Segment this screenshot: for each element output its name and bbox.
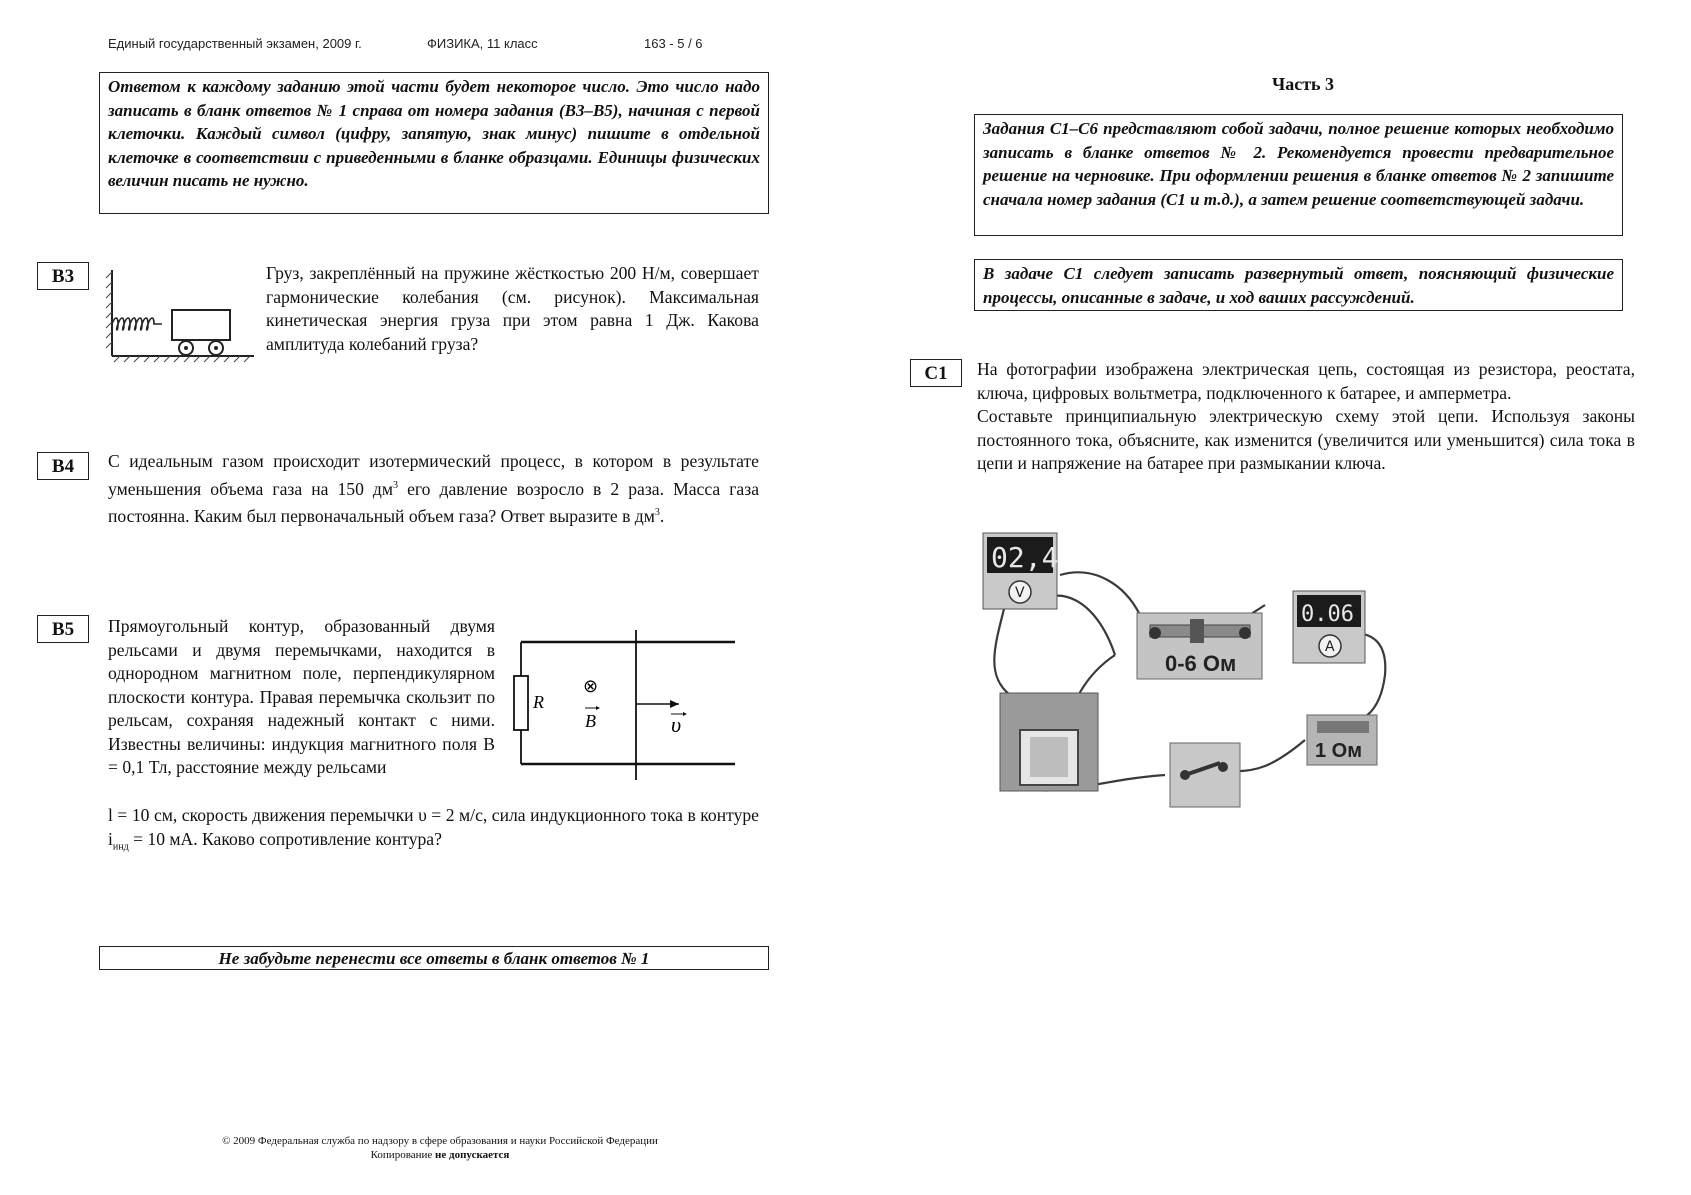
velocity-label: υ — [671, 712, 682, 737]
task-b4-text-a: С идеальным газом происходит изотермический процесс, в котором в результате уменьшения объема газа на 150 дм — [108, 451, 759, 499]
task-b4-text-b: его давление возросло в 2 раза. Масса газа постоянна. Каким был первоначальный объем газа? Ответ выразите в дм — [108, 478, 760, 526]
task-c1-text-1: На фотографии изображена электрическая цепь, состоящая из резистора, реостата, ключа, цифровых вольтметра, подключенного к батарее, и амперметра. — [977, 359, 1635, 403]
task-b5-text-top: Прямоугольный контур, образованный двумя рельсами и двумя перемычками, находится в однородном магнитном поле, перпендикулярном плоскости контура. Правая перемычка скользит по рельсам, сохраняя надежный контакт с ними. Известны величины: индукция магнитного поля B = 0,1 Тл, расстояние между рельсами — [108, 616, 495, 777]
resistor — [1307, 715, 1377, 765]
circuit-photo — [975, 525, 1415, 815]
ammeter-display: 0.06 — [1301, 602, 1354, 627]
switch — [1170, 743, 1240, 807]
footer-copy-label: Копирование — [370, 1149, 436, 1161]
spring-mass-figure — [104, 268, 258, 364]
task-label-b3: В3 — [37, 262, 89, 290]
task-c1-text-2: Составьте принципиальную электрическую схему этой цепи. Используя законы постоянного тока, объясните, как изменится (увеличится или уменьшится) сила тока в цепи и напряжение на батарее при размыкании ключа. — [977, 406, 1635, 473]
footer-copy-forbidden: не допускается — [435, 1149, 510, 1161]
task-b4-text-c: . — [659, 505, 665, 526]
rheostat — [1137, 613, 1262, 679]
rail-circuit-figure — [505, 628, 740, 782]
part-title: Часть 3 — [1272, 74, 1335, 94]
task-label-b4: В4 — [37, 452, 89, 480]
task-label-c1: С1 — [910, 359, 962, 387]
unit-superscript: 3 — [654, 506, 660, 518]
task-label-b5: В5 — [37, 615, 89, 643]
resistor-label: R — [533, 692, 544, 712]
wire — [1060, 572, 1140, 615]
unit-superscript: 3 — [393, 479, 399, 491]
instructions-box-c: Задания С1–С6 представляют собой задачи, полное решение которых необходимо записать в бланке ответов № 2. Рекомендуется провести предварительное решение на черновике. При оформлении решения в бланке ответов № 2 запишите сначала номер задания (С1 и т.д.), а затем решение соответствующей задачи. — [974, 114, 1623, 236]
resistor-photo-label: 1 Ом — [1315, 740, 1363, 762]
reminder-box: Не забудьте перенести все ответы в бланк ответов № 1 — [99, 946, 769, 970]
voltmeter — [983, 533, 1058, 609]
task-b4-text — [108, 450, 759, 528]
header-subject: ФИЗИКА, 11 класс — [427, 36, 538, 51]
task-b5-text-bottom-b: = 10 мА. Каково сопротивление контура? — [128, 828, 442, 849]
instructions-box-b: Ответом к каждому заданию этой части будет некоторое число. Это число надо записать в бланк ответов № 1 справа от номера задания (В3–В5), начиная с первой клеточки. Каждый символ (цифру, запятую, знак минус) пишите в отдельной клеточке в соответствии с приведенными в бланке образцами. Единицы физических величин писать не нужно. — [99, 72, 769, 214]
field-into-page-symbol: ⊗ — [583, 676, 599, 697]
task-c1-text — [977, 358, 1635, 476]
header-exam: Единый государственный экзамен, 2009 г. — [108, 36, 362, 51]
ammeter — [1293, 591, 1365, 663]
header-page-code: 163 - 5 / 6 — [644, 36, 703, 51]
current-subscript: инд — [112, 841, 129, 853]
ammeter-symbol: A — [1325, 639, 1335, 655]
c1-note-box: В задаче С1 следует записать развернутый ответ, поясняющий физические процессы, описанные в задаче, и ход ваших рассуждений. — [974, 259, 1623, 311]
task-b5-text-bottom — [108, 804, 759, 859]
field-b-label: B — [585, 711, 596, 731]
wire — [994, 605, 1010, 695]
footer-copy-notice — [140, 1148, 740, 1162]
footer — [140, 1134, 740, 1162]
voltmeter-symbol: V — [1015, 585, 1025, 601]
task-b3-text: Груз, закреплённый на пружине жёсткостью 200 Н/м, совершает гармонические колебания (см. рисунок). Максимальная кинетическая энергия груза при этом равна 1 Дж. Какова амплитуда колебаний груза? — [266, 263, 759, 354]
rheostat-label: 0-6 Ом — [1165, 651, 1237, 676]
task-b5-text-bottom-a: l = 10 см, скорость движения перемычки υ = 2 м/с, сила индукционного тока в контуре i — [108, 805, 759, 849]
footer-copyright: © 2009 Федеральная служба по надзору в сфере образования и науки Российской Федерации — [222, 1135, 658, 1147]
voltmeter-display: 02,4 — [991, 541, 1059, 574]
battery — [1000, 693, 1098, 791]
